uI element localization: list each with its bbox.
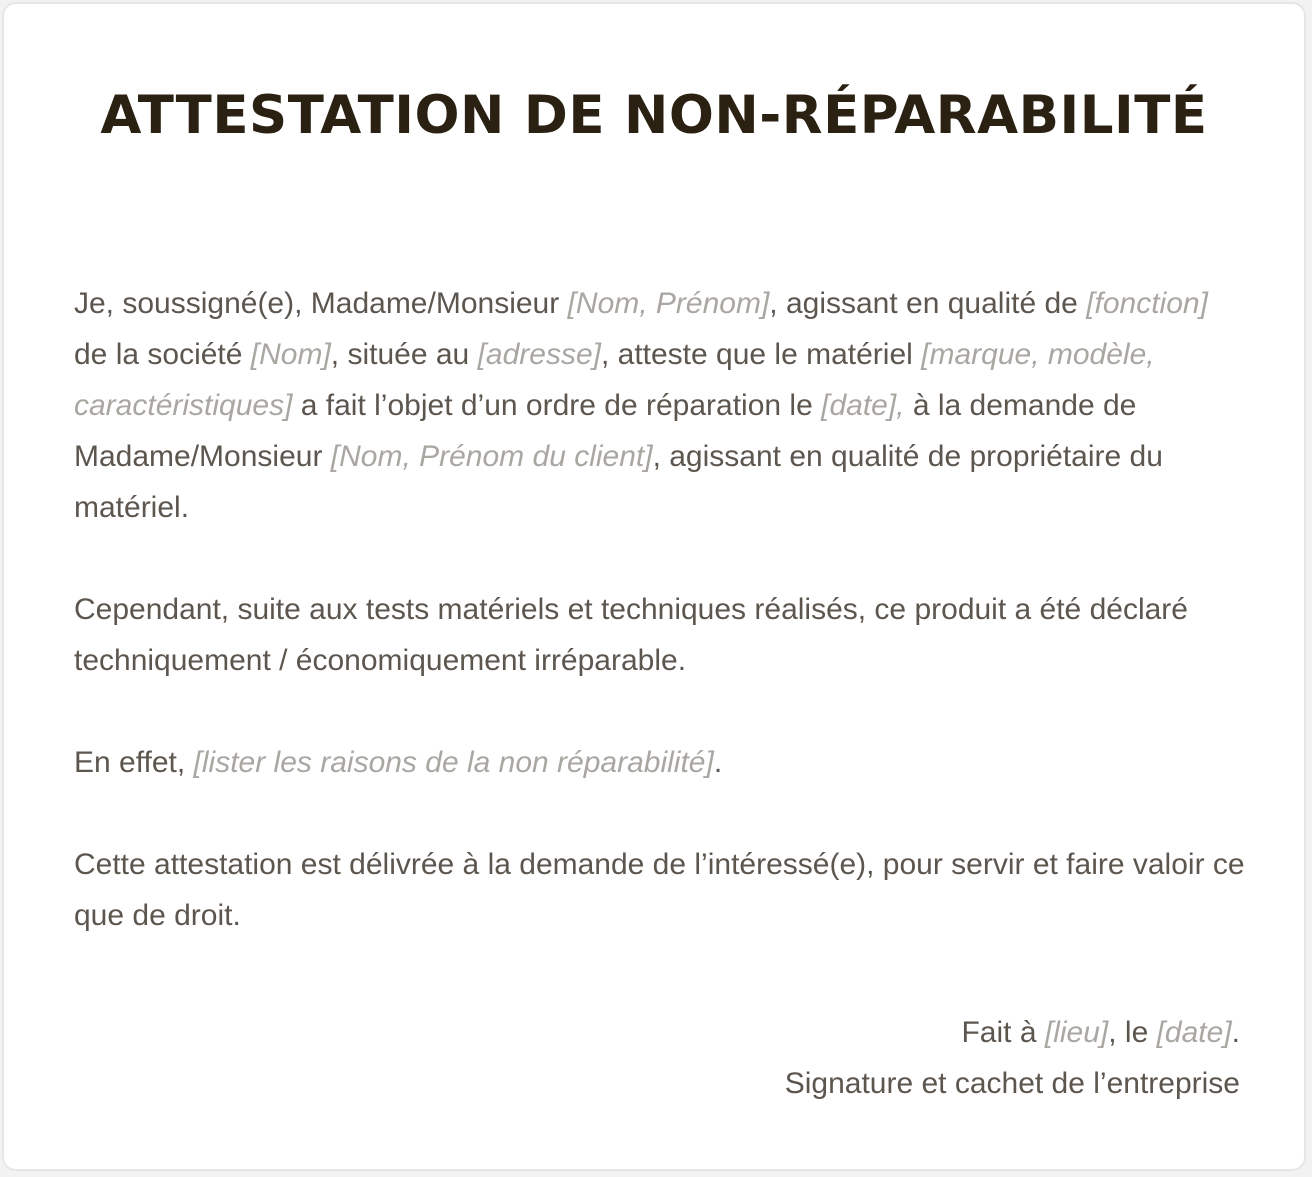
text-segment: .	[713, 746, 723, 779]
text-segment: En effet,	[74, 746, 194, 779]
placeholder-reasons: [lister les raisons de la non réparabilité]	[193, 746, 714, 779]
text-segment: , agissant en qualité de	[769, 287, 1087, 320]
placeholder-date: [date],	[821, 389, 905, 422]
text-segment: Je, soussigné(e), Madame/Monsieur	[74, 287, 568, 320]
placeholder-function: [fonction]	[1086, 287, 1208, 320]
signature-block	[785, 1007, 1240, 1109]
text-segment: à la demande de Madame/Monsieur	[74, 389, 1137, 473]
text-segment: de la société	[74, 338, 251, 371]
placeholder-signature-date: [date]	[1156, 1016, 1232, 1049]
paragraph-declaration	[74, 278, 1249, 533]
placeholder-client-name: [Nom, Prénom du client]	[330, 440, 653, 473]
text-segment: a fait l’objet d’un ordre de réparation le	[292, 389, 822, 422]
text-segment: , atteste que le matériel	[600, 338, 922, 371]
text-segment: , agissant en qualité de propriétaire du matériel.	[74, 440, 1163, 524]
document-page	[2, 2, 1306, 1171]
placeholder-name: [Nom, Prénom]	[567, 287, 770, 320]
placeholder-place: [lieu]	[1044, 1016, 1109, 1049]
placeholder-company-name: [Nom]	[250, 338, 331, 371]
placeholder-equipment: [marque, modèle, caractéristiques]	[74, 338, 1155, 422]
placeholder-address: [adresse]	[477, 338, 601, 371]
text-segment: Fait à	[961, 1016, 1045, 1049]
paragraph-irreparable: Cependant, suite aux tests matériels et techniques réalisés, ce produit a été déclaré techniquement / économiquement irréparable.	[74, 593, 1188, 677]
document-title: ATTESTATION DE NON-RÉPARABILITÉ	[100, 85, 1208, 146]
paragraph-reasons	[74, 737, 1249, 788]
document-body	[74, 278, 1249, 992]
text-segment: , située au	[330, 338, 478, 371]
text-segment: .	[1231, 1016, 1240, 1049]
signature-line: Signature et cachet de l’entreprise	[784, 1067, 1240, 1100]
paragraph-closing: Cette attestation est délivrée à la demande de l’intéressé(e), pour servir et faire valoir ce que de droit.	[74, 848, 1245, 932]
text-segment: , le	[1108, 1016, 1157, 1049]
place-date-line	[785, 1007, 1240, 1058]
